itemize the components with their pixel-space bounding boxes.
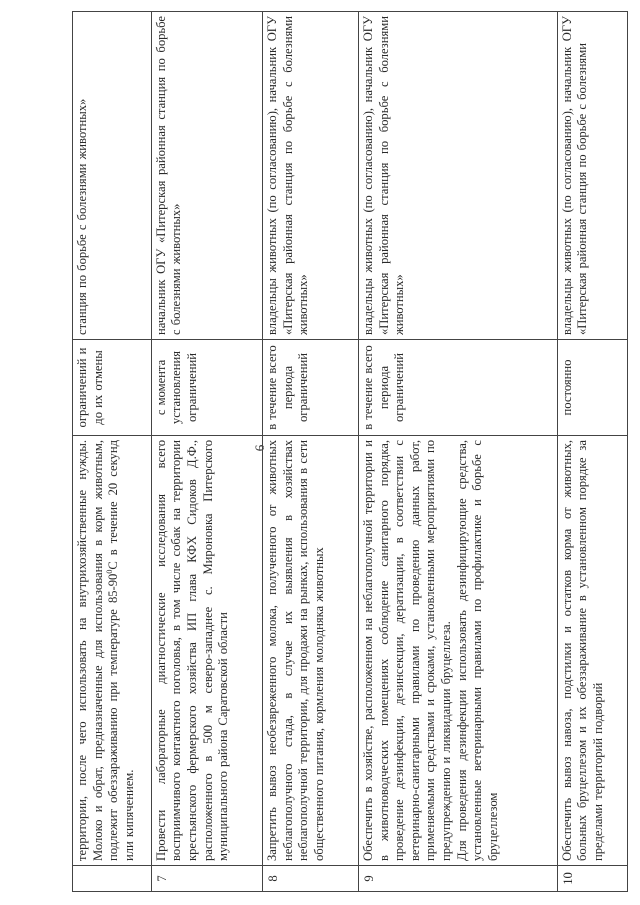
row-number: 7 bbox=[151, 866, 262, 892]
measure-responsible: начальник ОГУ «Питерская районная станция по борьбе с болезнями животных» bbox=[151, 12, 262, 340]
measure-responsible: владельцы животных (по согласованию), начальник ОГУ «Питерская районная станция по борьбе с болезнями животных» bbox=[263, 12, 359, 340]
rotated-document-sheet bbox=[72, 12, 628, 892]
measure-text: территории, после чего использовать на внутрихозяйственные нужды. Молоко и обрат, предназначенные для использования в корм животным, подлежит обеззараживанию при температуре $85-90^0С$ в течение 20 секунд или кипячением. bbox=[73, 436, 152, 866]
measure-term: в течение всего периода ограничений bbox=[263, 340, 359, 436]
measure-text: Обеспечить в хозяйстве, расположенном на неблагополучной территории и в животноводческих помещениях соблюдение санитарного порядка, проведение дезинфекции, дезинсекции, дератизации, в соответствии с ветеринарно-санитарными правилами по проведению данных работ, применяемыми средствами и сроками, установленными мероприятиями по предупреждению и ликвидации бруцеллеза. Для проведения дезинфекции использовать дезинфицирующие средства, установленные ветеринарными правилами по профилактике и борьбе с бруцеллезом bbox=[358, 436, 557, 866]
row-number: 9 bbox=[358, 866, 557, 892]
table-row bbox=[557, 12, 627, 892]
degree-superscript: 0 bbox=[105, 569, 115, 574]
measure-term: в течение всего периода ограничений bbox=[358, 340, 557, 436]
measure-term: с момента установления ограничений bbox=[151, 340, 262, 436]
measure-term: ограничений и до их отмены bbox=[73, 340, 152, 436]
table-row bbox=[358, 12, 557, 892]
measure-responsible: станция по борьбе с болезнями животных» bbox=[73, 12, 152, 340]
table-row bbox=[151, 12, 262, 892]
row-number: 8 bbox=[263, 866, 359, 892]
table-row bbox=[263, 12, 359, 892]
table-row bbox=[73, 12, 152, 892]
page-number: 6 bbox=[252, 444, 267, 452]
measure-text: Обеспечить вывоз навоза, подстилки и остатков корма от животных, больных бруцеллезом и их обеззараживание в установленном порядке за пределами территорий подворий bbox=[557, 436, 627, 866]
measure-text: Запретить вывоз необезвреженного молока, полученного от животных неблагополучного стада, в случае их выявления в хозяйствах неблагополучной территории, для продажи на рынках, использования в сети общественного питания, кормления молодняка животных bbox=[263, 436, 359, 866]
measure-term: постоянно bbox=[557, 340, 627, 436]
row-number: 10 bbox=[557, 866, 627, 892]
measures-table bbox=[72, 11, 628, 892]
measure-text: Провести лабораторные диагностические исследования всего восприимчивого контактного поголовья, в том числе собак на территории крестьянского фермерского хозяйства ИП глава КФХ Сидоков Д.Ф., расположенного в 500 м северо-западнее с. Мироновка Питерского муниципального района Саратовской области bbox=[151, 436, 262, 866]
measure-responsible: владельцы животных (по согласованию), начальник ОГУ «Питерская районная станция по борьбе с болезнями bbox=[557, 12, 627, 340]
measure-responsible: владельцы животных (по согласованию), начальник ОГУ «Питерская районная станция по борьбе с болезнями животных» bbox=[358, 12, 557, 340]
row-number bbox=[73, 866, 152, 892]
